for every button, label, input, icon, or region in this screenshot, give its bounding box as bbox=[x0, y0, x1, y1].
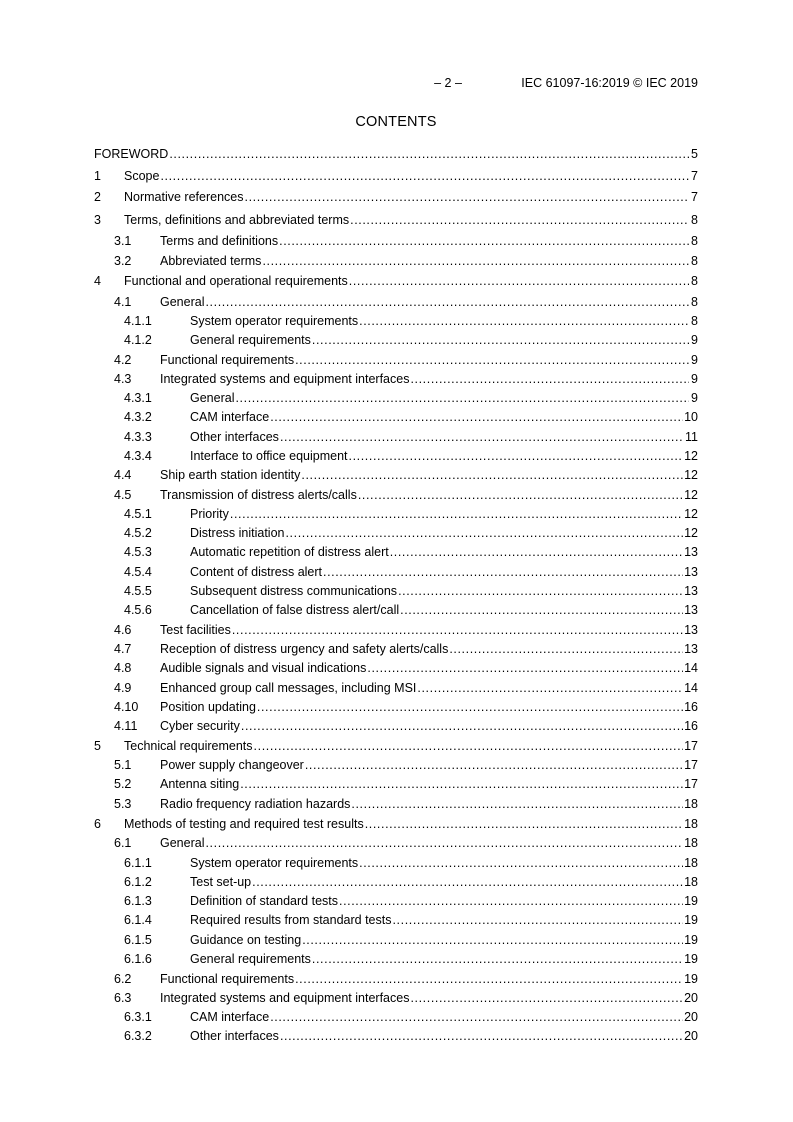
toc-entry-title: Functional requirements bbox=[160, 353, 295, 367]
toc-dot-leader bbox=[323, 564, 683, 580]
toc-entry-title: General bbox=[160, 836, 205, 850]
toc-entry-number: 6.3 bbox=[114, 991, 132, 1005]
toc-dot-leader bbox=[235, 390, 689, 406]
toc-entry[interactable] bbox=[94, 429, 698, 445]
toc-entry-number: 6.1.6 bbox=[124, 952, 152, 966]
toc-entry-page: 13 bbox=[684, 565, 698, 579]
toc-entry-number: 4.5.3 bbox=[124, 545, 152, 559]
toc-entry[interactable] bbox=[94, 835, 698, 851]
toc-entry-page: 9 bbox=[691, 333, 698, 347]
toc-entry-page: 19 bbox=[684, 933, 698, 947]
toc-entry-number: 3.2 bbox=[114, 254, 132, 268]
toc-entry-number: 4.4 bbox=[114, 468, 132, 482]
toc-entry-page: 12 bbox=[684, 507, 698, 521]
toc-entry-title: Test set-up bbox=[190, 875, 252, 889]
toc-dot-leader bbox=[365, 816, 683, 832]
toc-dot-leader bbox=[245, 189, 690, 205]
toc-entry-page: 17 bbox=[684, 777, 698, 791]
toc-entry-page: 9 bbox=[691, 353, 698, 367]
toc-entry-title: Terms and definitions bbox=[160, 234, 279, 248]
toc-entry-number: 6.1.4 bbox=[124, 913, 152, 927]
toc-entry-number: 4.8 bbox=[114, 661, 132, 675]
toc-entry-number: 4.9 bbox=[114, 681, 132, 695]
toc-dot-leader bbox=[400, 602, 683, 618]
toc-entry[interactable] bbox=[94, 718, 698, 734]
toc-entry-page: 8 bbox=[691, 254, 698, 268]
toc-entry-title: Integrated systems and equipment interfaces bbox=[160, 991, 410, 1005]
toc-entry-page: 12 bbox=[684, 468, 698, 482]
toc-dot-leader bbox=[230, 506, 683, 522]
toc-entry-number: 5.3 bbox=[114, 797, 132, 811]
toc-entry-number: 4.1.1 bbox=[124, 314, 152, 328]
toc-entry[interactable] bbox=[94, 273, 698, 289]
toc-entry-page: 17 bbox=[684, 739, 698, 753]
toc-entry-title: Abbreviated terms bbox=[160, 254, 262, 268]
standard-reference: IEC 61097-16:2019 © IEC 2019 bbox=[521, 76, 698, 90]
toc-entry-title: Definition of standard tests bbox=[190, 894, 338, 908]
toc-entry[interactable] bbox=[94, 487, 698, 503]
toc-entry[interactable] bbox=[94, 622, 698, 638]
contents-title: CONTENTS bbox=[355, 114, 437, 130]
toc-entry[interactable] bbox=[94, 932, 698, 948]
toc-entry-number: 4.5.1 bbox=[124, 507, 152, 521]
toc-entry-page: 14 bbox=[684, 681, 698, 695]
toc-entry-title: Content of distress alert bbox=[190, 565, 323, 579]
toc-entry[interactable] bbox=[94, 796, 698, 812]
toc-entry-number: 6.2 bbox=[114, 972, 132, 986]
toc-entry[interactable] bbox=[94, 1028, 698, 1044]
toc-dot-leader bbox=[232, 622, 683, 638]
toc-entry-title: Cancellation of false distress alert/call bbox=[190, 603, 400, 617]
toc-entry[interactable] bbox=[94, 544, 698, 560]
toc-entry-title: Normative references bbox=[124, 190, 244, 204]
toc-entry-page: 20 bbox=[684, 1029, 698, 1043]
toc-entry-number: 6.1 bbox=[114, 836, 132, 850]
toc-entry-page: 17 bbox=[684, 758, 698, 772]
toc-entry-page: 11 bbox=[685, 430, 698, 444]
toc-entry-number: 5.1 bbox=[114, 758, 132, 772]
toc-dot-leader bbox=[312, 332, 689, 348]
toc-entry[interactable] bbox=[94, 189, 698, 205]
toc-entry-number: 1 bbox=[94, 169, 101, 183]
toc-entry-page: 19 bbox=[684, 952, 698, 966]
toc-dot-leader bbox=[205, 294, 689, 310]
toc-entry-page: 7 bbox=[691, 190, 698, 204]
toc-entry[interactable] bbox=[94, 951, 698, 967]
toc-entry-title: Antenna siting bbox=[160, 777, 240, 791]
toc-entry-page: 8 bbox=[691, 295, 698, 309]
toc-entry-page: 19 bbox=[684, 913, 698, 927]
toc-entry[interactable] bbox=[94, 448, 698, 464]
toc-entry-number: 4.5.6 bbox=[124, 603, 152, 617]
toc-entry-title: Terms, definitions and abbreviated terms bbox=[124, 213, 350, 227]
toc-entry-number: 4.3.3 bbox=[124, 430, 152, 444]
toc-dot-leader bbox=[350, 212, 689, 228]
toc-dot-leader bbox=[169, 146, 689, 162]
toc-entry-number: 4.5 bbox=[114, 488, 132, 502]
toc-entry[interactable] bbox=[94, 660, 698, 676]
toc-entry-number: 4.3.2 bbox=[124, 410, 152, 424]
toc-entry[interactable] bbox=[94, 525, 698, 541]
toc-dot-leader bbox=[398, 583, 683, 599]
toc-dot-leader bbox=[359, 313, 689, 329]
toc-dot-leader bbox=[295, 971, 683, 987]
toc-entry-title: Functional and operational requirements bbox=[124, 274, 348, 288]
toc-dot-leader bbox=[449, 641, 683, 657]
toc-dot-leader bbox=[390, 544, 683, 560]
toc-entry-title: Automatic repetition of distress alert bbox=[190, 545, 389, 559]
toc-entry-title: CAM interface bbox=[190, 1010, 270, 1024]
toc-entry-page: 10 bbox=[684, 410, 698, 424]
toc-dot-leader bbox=[417, 680, 683, 696]
toc-entry-number: 4.3 bbox=[114, 372, 132, 386]
toc-entry[interactable] bbox=[94, 990, 698, 1006]
toc-entry[interactable] bbox=[94, 146, 698, 162]
toc-dot-leader bbox=[410, 990, 683, 1006]
toc-dot-leader bbox=[205, 835, 683, 851]
toc-dot-leader bbox=[280, 1028, 683, 1044]
toc-entry[interactable] bbox=[94, 352, 698, 368]
toc-entry[interactable] bbox=[94, 602, 698, 618]
toc-entry[interactable] bbox=[94, 313, 698, 329]
toc-dot-leader bbox=[241, 718, 683, 734]
toc-dot-leader bbox=[349, 448, 684, 464]
toc-entry-page: 13 bbox=[684, 545, 698, 559]
toc-entry-number: 6.1.5 bbox=[124, 933, 152, 947]
toc-entry-page: 13 bbox=[684, 603, 698, 617]
toc-entry-page: 16 bbox=[684, 719, 698, 733]
toc-entry-page: 8 bbox=[691, 213, 698, 227]
toc-entry-title: CAM interface bbox=[190, 410, 270, 424]
toc-entry-number: 4 bbox=[94, 274, 101, 288]
toc-entry-title: Distress initiation bbox=[190, 526, 285, 540]
toc-entry-number: 4.7 bbox=[114, 642, 132, 656]
toc-entry-number: 4.1.2 bbox=[124, 333, 152, 347]
toc-entry-title: Ship earth station identity bbox=[160, 468, 301, 482]
toc-entry-page: 19 bbox=[684, 972, 698, 986]
toc-entry-number: 4.5.5 bbox=[124, 584, 152, 598]
toc-dot-leader bbox=[270, 1009, 683, 1025]
toc-entry[interactable] bbox=[94, 253, 698, 269]
toc-dot-leader bbox=[367, 660, 683, 676]
toc-entry-title: Integrated systems and equipment interfaces bbox=[160, 372, 410, 386]
toc-entry[interactable] bbox=[94, 641, 698, 657]
toc-entry-number: 2 bbox=[94, 190, 101, 204]
toc-entry-title: Functional requirements bbox=[160, 972, 295, 986]
toc-entry-title: Radio frequency radiation hazards bbox=[160, 797, 351, 811]
toc-dot-leader bbox=[351, 796, 683, 812]
toc-entry[interactable] bbox=[94, 212, 698, 228]
toc-entry-title: Other interfaces bbox=[190, 430, 279, 444]
toc-entry-number: 6.3.1 bbox=[124, 1010, 152, 1024]
toc-entry-page: 16 bbox=[684, 700, 698, 714]
page-number: – 2 – bbox=[434, 76, 462, 90]
toc-entry-title: General requirements bbox=[190, 952, 311, 966]
toc-entry-number: 4.2 bbox=[114, 353, 132, 367]
toc-entry-number: 4.11 bbox=[114, 719, 138, 733]
toc-dot-leader bbox=[257, 699, 683, 715]
toc-entry-title: Subsequent distress communications bbox=[190, 584, 398, 598]
toc-entry[interactable] bbox=[94, 912, 698, 928]
toc-entry-title: Audible signals and visual indications bbox=[160, 661, 367, 675]
toc-entry-title: System operator requirements bbox=[190, 314, 359, 328]
toc-entry-number: 6.1.2 bbox=[124, 875, 152, 889]
toc-entry-title: Power supply changeover bbox=[160, 758, 304, 772]
toc-entry[interactable] bbox=[94, 699, 698, 715]
toc-dot-leader bbox=[392, 912, 683, 928]
toc-entry-number: 6.3.2 bbox=[124, 1029, 152, 1043]
toc-entry-page: 12 bbox=[684, 449, 698, 463]
toc-entry-title: Required results from standard tests bbox=[190, 913, 392, 927]
toc-entry[interactable] bbox=[94, 168, 698, 184]
toc-entry[interactable] bbox=[94, 233, 698, 249]
toc-entry[interactable] bbox=[94, 874, 698, 890]
toc-entry-page: 13 bbox=[684, 584, 698, 598]
toc-entry-title: General requirements bbox=[190, 333, 311, 347]
toc-entry-number: 4.3.4 bbox=[124, 449, 152, 463]
toc-entry-number: 5.2 bbox=[114, 777, 132, 791]
toc-entry-title: Guidance on testing bbox=[190, 933, 302, 947]
toc-entry-page: 20 bbox=[684, 1010, 698, 1024]
toc-entry-title: Scope bbox=[124, 169, 160, 183]
toc-entry-title: Other interfaces bbox=[190, 1029, 279, 1043]
toc-entry[interactable] bbox=[94, 506, 698, 522]
toc-entry-number: 4.5.2 bbox=[124, 526, 152, 540]
toc-entry-number: 3.1 bbox=[114, 234, 132, 248]
toc-dot-leader bbox=[302, 932, 683, 948]
toc-dot-leader bbox=[279, 233, 689, 249]
toc-entry-page: 9 bbox=[691, 372, 698, 386]
toc-dot-leader bbox=[312, 951, 683, 967]
toc-entry-page: 12 bbox=[684, 488, 698, 502]
toc-entry[interactable] bbox=[94, 971, 698, 987]
toc-dot-leader bbox=[295, 352, 689, 368]
toc-entry[interactable] bbox=[94, 583, 698, 599]
toc-entry-page: 18 bbox=[684, 797, 698, 811]
toc-entry-number: 4.3.1 bbox=[124, 391, 152, 405]
toc-entry-title: General bbox=[160, 295, 205, 309]
toc-dot-leader bbox=[254, 738, 684, 754]
toc-entry-page: 20 bbox=[684, 991, 698, 1005]
toc-entry-title: FOREWORD bbox=[94, 147, 169, 161]
toc-dot-leader bbox=[349, 273, 689, 289]
toc-entry-number: 4.1 bbox=[114, 295, 132, 309]
toc-entry-title: Test facilities bbox=[160, 623, 231, 637]
toc-entry[interactable] bbox=[94, 816, 698, 832]
toc-entry-title: Interface to office equipment bbox=[190, 449, 348, 463]
toc-entry-number: 5 bbox=[94, 739, 101, 753]
toc-dot-leader bbox=[410, 371, 689, 387]
toc-entry-page: 14 bbox=[684, 661, 698, 675]
toc-entry-title: Enhanced group call messages, including MSI bbox=[160, 681, 417, 695]
toc-dot-leader bbox=[301, 467, 683, 483]
toc-entry-page: 9 bbox=[691, 391, 698, 405]
toc-dot-leader bbox=[285, 525, 683, 541]
toc-entry-title: Technical requirements bbox=[124, 739, 253, 753]
toc-entry-page: 5 bbox=[691, 147, 698, 161]
toc-entry-number: 6.1.3 bbox=[124, 894, 152, 908]
toc-entry[interactable] bbox=[94, 776, 698, 792]
toc-dot-leader bbox=[358, 487, 683, 503]
toc-dot-leader bbox=[339, 893, 683, 909]
toc-entry-page: 7 bbox=[691, 169, 698, 183]
toc-entry-page: 18 bbox=[684, 836, 698, 850]
toc-dot-leader bbox=[240, 776, 683, 792]
toc-entry[interactable] bbox=[94, 757, 698, 773]
toc-dot-leader bbox=[305, 757, 683, 773]
toc-entry-page: 18 bbox=[684, 856, 698, 870]
toc-entry-title: Priority bbox=[190, 507, 229, 521]
toc-entry-page: 13 bbox=[684, 642, 698, 656]
page-header bbox=[94, 76, 698, 94]
toc-entry-page: 18 bbox=[684, 875, 698, 889]
toc-dot-leader bbox=[262, 253, 689, 269]
toc-entry-title: Methods of testing and required test results bbox=[124, 817, 364, 831]
toc-entry-title: Position updating bbox=[160, 700, 256, 714]
toc-entry[interactable] bbox=[94, 371, 698, 387]
toc-entry[interactable] bbox=[94, 680, 698, 696]
toc-entry[interactable] bbox=[94, 390, 698, 406]
toc-entry[interactable] bbox=[94, 564, 698, 580]
toc-entry-title: System operator requirements bbox=[190, 856, 359, 870]
toc-dot-leader bbox=[270, 409, 683, 425]
toc-entry-page: 19 bbox=[684, 894, 698, 908]
toc-entry-title: General bbox=[190, 391, 235, 405]
toc-entry-title: Reception of distress urgency and safety alerts/calls bbox=[160, 642, 449, 656]
toc-entry[interactable] bbox=[94, 294, 698, 310]
toc-entry[interactable] bbox=[94, 1009, 698, 1025]
toc-entry-number: 3 bbox=[94, 213, 101, 227]
toc-dot-leader bbox=[280, 429, 684, 445]
toc-entry-page: 13 bbox=[684, 623, 698, 637]
toc-entry[interactable] bbox=[94, 738, 698, 754]
toc-entry-page: 8 bbox=[691, 314, 698, 328]
toc-entry-page: 18 bbox=[684, 817, 698, 831]
toc-entry[interactable] bbox=[94, 467, 698, 483]
toc-entry-page: 8 bbox=[691, 274, 698, 288]
toc-entry[interactable] bbox=[94, 893, 698, 909]
toc-entry-page: 8 bbox=[691, 234, 698, 248]
toc-entry-title: Cyber security bbox=[160, 719, 240, 733]
toc-dot-leader bbox=[359, 855, 683, 871]
toc-dot-leader bbox=[160, 168, 689, 184]
toc-entry-number: 4.5.4 bbox=[124, 565, 152, 579]
toc-entry-number: 6 bbox=[94, 817, 101, 831]
toc-dot-leader bbox=[252, 874, 683, 890]
toc-entry-title: Transmission of distress alerts/calls bbox=[160, 488, 357, 502]
toc-entry-number: 4.6 bbox=[114, 623, 132, 637]
toc-entry[interactable] bbox=[94, 332, 698, 348]
toc-entry[interactable] bbox=[94, 409, 698, 425]
toc-entry-number: 4.10 bbox=[114, 700, 139, 714]
toc-entry-number: 6.1.1 bbox=[124, 856, 152, 870]
toc-entry[interactable] bbox=[94, 855, 698, 871]
toc-entry-page: 12 bbox=[684, 526, 698, 540]
